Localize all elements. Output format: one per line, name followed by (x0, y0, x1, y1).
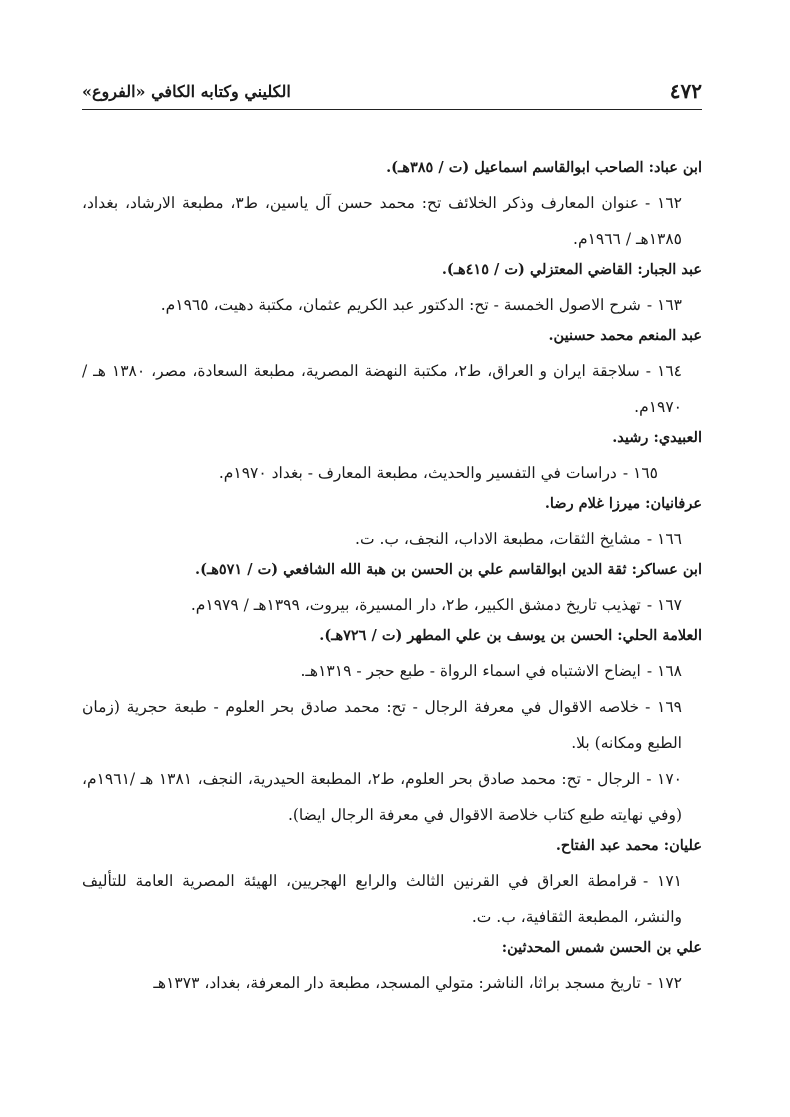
entry-text: مشايخ الثقات، مطبعة الاداب، النجف، ب. ت. (355, 530, 641, 548)
entry-number: ١٦٩ - (645, 698, 682, 716)
entry-text: سلاجقة ايران و العراق، ط٢، مكتبة النهضة المصرية، مطبعة السعادة، مصر، ١٣٨٠ هـ /١٩٧٠م. (82, 362, 682, 416)
page-header (82, 76, 702, 106)
entry-text: عنوان المعارف وذكر الخلائف تح: محمد حسن آل ياسين، ط٣، مطبعة الارشاد، بغداد، ١٣٨٥هـ / ١٩٦٦م. (82, 194, 682, 248)
author-heading: عبد المنعم محمد حسنين. (548, 327, 702, 344)
bibliography-entry (82, 521, 702, 557)
bibliography-entry (82, 185, 702, 257)
entry-text: الرجال - تح: محمد صادق بحر العلوم، ط٢، المطبعة الحيدرية، النجف، ١٣٨١ هـ /١٩٦١م، (وفي نهايته طبع كتاب خلاصة الاقوال في معرفة الرجال ايضا). (82, 770, 682, 824)
entry-number: ١٧٠ - (646, 770, 682, 788)
entry-number: ١٧١ - (643, 872, 682, 890)
entry-number: ١٦٧ - (646, 596, 682, 614)
author-heading: ابن عباد: الصاحب ابوالقاسم اسماعيل (ت / ٣٨٥هـ). (386, 159, 702, 176)
entry-text: شرح الاصول الخمسة - تح: الدكتور عبد الكريم عثمان، مكتبة دهيت، ١٩٦٥م. (160, 296, 641, 314)
author-heading: علي بن الحسن شمس المحدثين: (501, 939, 702, 956)
entry-number: ١٦٤ - (645, 362, 682, 380)
bibliography-entry (82, 965, 702, 1001)
bibliography-entry (82, 761, 702, 833)
entry-text: خلاصه الاقوال في معرفة الرجال - تح: محمد صادق بحر العلوم - طبعة حجرية (زمان الطبع ومكانه) بلا. (82, 698, 682, 752)
bibliography-entry (82, 689, 702, 761)
running-title: الكليني وكتابه الكافي «الفروع» (82, 81, 291, 101)
header-rule (82, 109, 702, 110)
entry-text: ايضاح الاشتباه في اسماء الرواة - طبع حجر - ١٣١٩هـ. (300, 662, 641, 680)
author-heading: عرفانيان: ميرزا غلام رضا. (544, 495, 702, 512)
bibliography-entry (82, 455, 702, 491)
entry-number: ١٦٥ - (622, 464, 658, 482)
entry-text: قرامطة العراق في القرنين الثالث والرابع الهجريين، الهيئة المصرية العامة للتأليف والنشر، المطبعة الثقافية، ب. ت. (82, 872, 682, 926)
author-heading: عبد الجبار: القاضي المعتزلي (ت / ٤١٥هـ). (441, 261, 702, 278)
author-heading: العلامة الحلي: الحسن بن يوسف بن علي المطهر (ت / ٧٢٦هـ). (319, 627, 702, 644)
bibliography-entry (82, 863, 702, 935)
entry-text: دراسات في التفسير والحديث، مطبعة المعارف - بغداد ١٩٧٠م. (218, 464, 617, 482)
entry-text: تهذيب تاريخ دمشق الكبير، ط٢، دار المسيرة، بيروت، ١٣٩٩هـ / ١٩٧٩م. (190, 596, 641, 614)
entry-number: ١٦٣ - (646, 296, 682, 314)
entry-text: تاريخ مسجد براثا، الناشر: متولي المسجد، مطبعة دار المعرفة، بغداد، ١٣٧٣هـ (153, 974, 641, 992)
author-heading: العبيدي: رشيد. (612, 429, 702, 446)
entry-number: ١٦٢ - (644, 194, 682, 212)
bibliography-entry (82, 353, 702, 425)
author-heading: عليان: محمد عبد الفتاح. (555, 837, 702, 854)
bibliography-entry (82, 587, 702, 623)
bibliography-entry (82, 653, 702, 689)
bibliography-list (82, 155, 702, 1001)
author-heading: ابن عساكر: ثقة الدين ابوالقاسم علي بن الحسن بن هبة الله الشافعي (ت / ٥٧١هـ). (195, 561, 702, 578)
page-number: ٤٧٢ (669, 79, 702, 103)
entry-number: ١٦٨ - (646, 662, 682, 680)
entry-number: ١٦٦ - (646, 530, 682, 548)
bibliography-entry (82, 287, 702, 323)
entry-number: ١٧٢ - (646, 974, 682, 992)
